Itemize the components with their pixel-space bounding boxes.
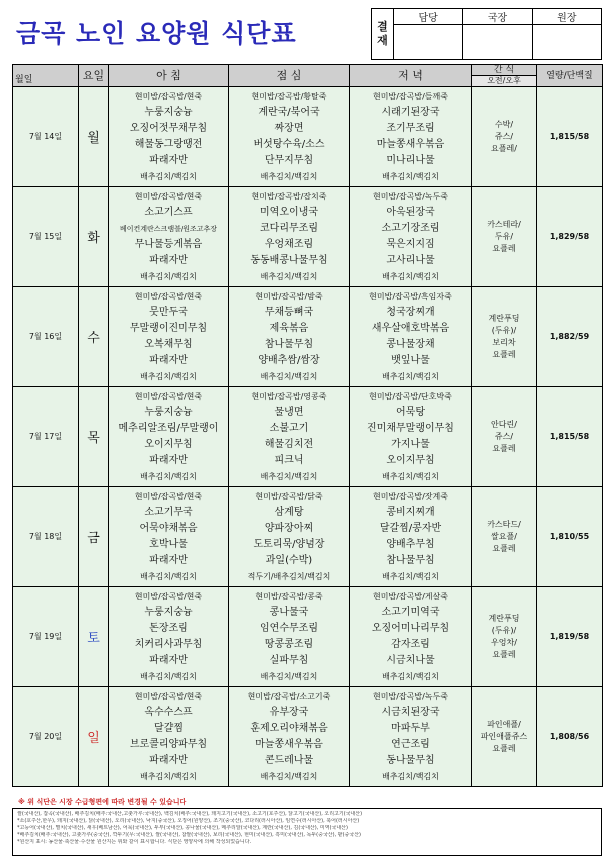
lunch-items [229,88,349,186]
origin-line: *배추김치(배추:국내산), 고춧가루(중국산), 깍두기(무:국내산), 쌀(국내산), 찹쌀(국내산), 보리(국내산), 현미(국내산), 흑미(국내산), 녹두(중국산), 팥(중국산) [17,832,361,838]
snack-item: 파인애플/ [487,719,521,729]
dinner-items [350,388,471,486]
breakfast-items [109,188,228,286]
lunch-item: 동동배콩나물무침 [250,254,328,266]
breakfast-item: 옥수수스프 [144,706,193,718]
breakfast-item: 현미밥/잡곡밥/현죽 [134,191,203,201]
breakfast-item: 파래자반 [149,254,188,266]
menu-dinner-cell [350,87,472,187]
menu-breakfast-cell [109,687,229,787]
dinner-item: 시금치된장국 [381,706,440,718]
footer-note: ※ 위 식단은 시장 수급형편에 따라 변경될 수 있습니다 [18,798,187,806]
menu-snack-cell [472,587,537,687]
breakfast-item: 파래자반 [149,654,188,666]
menu-day: 화 [79,187,109,287]
lunch-item: 단무지무침 [264,154,314,166]
lunch-item: 콩나물국 [269,606,309,618]
breakfast-item: 오복채무침 [144,338,193,350]
dinner-item: 현미밥/잡곡밥/단호박죽 [369,391,452,401]
lunch-item: 현미밥/잡곡밥/소고기죽 [247,691,331,701]
breakfast-item: 파래자반 [149,454,188,466]
lunch-items [229,288,349,386]
dinner-item: 현미밥/잡곡밥/게살죽 [373,591,448,601]
lunch-item: 무채등뼈국 [264,306,314,318]
lunch-item: 도토리묵/양념장 [253,538,325,550]
lunch-items [229,388,349,486]
dinner-item: 아욱된장국 [386,206,435,218]
breakfast-item: 배추김치/백김치 [140,571,197,581]
header-lunch: 점 심 [229,65,350,87]
dinner-item: 어묵탕 [396,406,425,418]
lunch-item: 배추김치/백김치 [260,671,318,681]
menu-breakfast-cell [109,87,229,187]
breakfast-item: 배추김치/백김치 [140,371,197,381]
dinner-item: 오징어미나리무침 [371,622,450,634]
dinner-item: 달갈찜/콩자반 [379,522,442,534]
dinner-item: 소고기미역국 [381,606,440,618]
breakfast-item: 오징어젓무채무침 [129,122,208,134]
dinner-item: 현미밥/잡곡밥/녹두죽 [373,191,448,201]
lunch-item: 배추김치/백김치 [260,471,318,481]
menu-dinner-cell [350,387,472,487]
lunch-item: 참나물무침 [264,338,314,350]
dinner-item: 청국장찌개 [386,306,435,318]
lunch-item: 콘드레나물 [264,754,314,766]
menu-row [13,487,603,587]
menu-dinner-cell [350,587,472,687]
snack-item: 요플레 [492,743,516,753]
menu-breakfast-cell [109,287,229,387]
lunch-items [229,188,349,286]
breakfast-item: 배추김치/백김치 [140,671,197,681]
menu-kcal: 1,819/58 [537,587,603,687]
dinner-item: 마늘쫑새우볶음 [376,138,445,150]
lunch-item: 배추김치/백김치 [260,771,318,781]
lunch-item: 미역오이냉국 [260,206,318,218]
dinner-item: 진미채무말랭이무침 [367,422,454,434]
breakfast-items [109,588,228,686]
breakfast-item: 누룽지숭늉 [144,606,193,618]
dinner-items [350,588,471,686]
snack-item: 요플레 [492,349,516,359]
approval-sign-head[interactable] [532,25,601,60]
menu-lunch-cell [229,387,350,487]
lunch-item: 마늘쫑새우볶음 [255,738,323,750]
snack-item: 두유/ [494,231,514,241]
header-kcal: 열량/단백질 [537,65,603,87]
dinner-item: 소고기장조림 [381,222,440,234]
breakfast-items [109,688,228,786]
menu-kcal: 1,810/55 [537,487,603,587]
lunch-item: 현미밥/잡곡밥/영콩죽 [251,391,327,401]
breakfast-item: 무나물등게볶음 [134,238,203,250]
breakfast-item: 소고기무국 [144,506,193,518]
lunch-item: 짜장면 [274,122,304,134]
breakfast-items [109,488,228,586]
breakfast-item: 파래자반 [149,754,188,766]
dinner-item: 고사리나물 [386,254,435,266]
lunch-item: 피크닉 [274,454,304,466]
menu-kcal: 1,808/56 [537,687,603,787]
approval-role-director: 국장 [463,9,532,25]
menu-row [13,187,603,287]
menu-snack-cell [472,187,537,287]
origin-line: 쌀(국내산), 잡곡(국내산), 배추김치(배추:국내산,고춧가루:국내산), 백김치(배추:국내산), 돼지고기(국내산), 소고기(호주산), 닭고기(국내산), 오리고기(국내산) [17,811,363,817]
menu-snack-cell [472,687,537,787]
lunch-item: 제육볶음 [269,322,309,334]
menu-day: 일 [79,687,109,787]
menu-date: 7월 16일 [13,287,79,387]
header-breakfast: 아 침 [109,65,229,87]
dinner-item: 연근조림 [391,738,430,750]
lunch-item: 현미밥/잡곡밥/밤죽 [255,291,323,301]
lunch-item: 코다리무조림 [260,222,318,234]
breakfast-item: 현미밥/잡곡밥/현죽 [134,391,203,401]
breakfast-items [109,388,228,486]
breakfast-item: 메추리알조림/무말랭이 [118,422,219,434]
snack-item: (두유)/ [491,325,517,335]
breakfast-item: 뭇만두국 [149,306,188,318]
breakfast-item: 배추김치/백김치 [140,171,197,181]
menu-row [13,587,603,687]
dinner-item: 현미밥/잡곡밥/녹두죽 [373,691,448,701]
snack-item: 쥬스/ [494,431,514,441]
menu-day: 금 [79,487,109,587]
approval-label: 결 재 [372,9,394,60]
snack-item: 수박/ [494,119,514,129]
menu-lunch-cell [229,487,350,587]
breakfast-item: 해물동그랑땡전 [134,138,203,150]
approval-sign-director[interactable] [463,25,532,60]
dinner-item: 마파두부 [391,722,430,734]
menu-snack-cell [472,487,537,587]
breakfast-item: 소고기스프 [144,206,193,218]
lunch-item: 계란국/북어국 [258,106,320,118]
dinner-item: 배추김치/백김치 [382,271,439,281]
menu-date: 7월 15일 [13,187,79,287]
snack-item: 우엉차/ [491,637,517,647]
breakfast-item: 파래자반 [149,154,188,166]
menu-dinner-cell [350,687,472,787]
snack-item: 요플레 [492,543,516,553]
menu-dinner-cell [350,287,472,387]
dinner-item: 양배추무침 [386,538,435,550]
menu-lunch-cell [229,187,350,287]
breakfast-item: 현미밥/잡곡밥/현죽 [134,291,203,301]
breakfast-item: 누룽지숭늉 [144,106,193,118]
origin-line: *원산지 표시: 농산물·축산물·수산물 원산지는 위와 같이 표시합니다. 식단은 영양사에 의해 작성되었습니다. [17,839,252,845]
menu-date: 7월 18일 [13,487,79,587]
breakfast-item: 파래자반 [149,554,188,566]
menu-breakfast-cell [109,387,229,487]
snack-item: 요플레/ [491,143,517,153]
dinner-items [350,188,471,286]
lunch-item: 배추김치/백김치 [260,171,318,181]
menu-table [12,64,603,787]
breakfast-item: 배추김치/백김치 [140,271,197,281]
dinner-item: 뱃잎나물 [391,354,430,366]
lunch-item: 배추김치/백김치 [260,271,318,281]
dinner-item: 새우살애호박볶음 [371,322,450,334]
lunch-item: 현미밥/잡곡밥/닭죽 [255,491,323,501]
lunch-item: 물냉면 [274,406,304,418]
dinner-item: 배추김치/백김치 [382,171,439,181]
breakfast-item: 현미밥/잡곡밥/현죽 [134,591,203,601]
menu-kcal: 1,815/58 [537,87,603,187]
lunch-item: 유부장국 [269,706,309,718]
dinner-item: 콩비지찌개 [386,506,435,518]
menu-lunch-cell [229,87,350,187]
dinner-item: 현미밥/잡곡밥/흑임자죽 [369,291,452,301]
origin-line: *소(호주산,한우), 돼지(국내산), 닭(국내산), 오리(국내산), 낙지(중국산), 오징어(원양산), 조기(중국산), 코다리(러시아산), 임연수(러시아산), 북어(러시아산) [17,818,360,824]
menu-date: 7월 17일 [13,387,79,487]
snack-item: 카스테라/ [487,219,521,229]
menu-day: 토 [79,587,109,687]
menu-breakfast-cell [109,587,229,687]
snack-item: 쌀요플/ [491,531,517,541]
breakfast-item: 치커리사과무침 [134,638,203,650]
dinner-item: 오이지무침 [386,454,435,466]
breakfast-item: 브로콜리양파무침 [129,738,208,750]
lunch-item: 삼계탕 [274,506,304,518]
menu-lunch-cell [229,687,350,787]
lunch-item: 양파장아찌 [264,522,314,534]
approval-role-staff: 담당 [394,9,463,25]
menu-kcal: 1,829/58 [537,187,603,287]
breakfast-item: 현미밥/잡곡밥/현죽 [134,91,203,101]
breakfast-item: 배추김치/백김치 [140,771,197,781]
snack-item: 요플레 [492,443,516,453]
dinner-items [350,688,471,786]
menu-date: 7월 19일 [13,587,79,687]
menu-day: 목 [79,387,109,487]
snack-item: 요플레 [492,243,516,253]
lunch-item: 해물김치전 [264,438,314,450]
breakfast-item: 현미밥/잡곡밥/현죽 [134,491,203,501]
menu-breakfast-cell [109,187,229,287]
dinner-item: 조기무조림 [386,122,435,134]
dinner-item: 시래기된장국 [381,106,440,118]
lunch-item: 임연수무조림 [260,622,318,634]
snack-item: 보리차 [492,337,516,347]
approval-sign-staff[interactable] [394,25,463,60]
dinner-item: 배추김치/백김치 [382,471,439,481]
lunch-item: 적두기/배추김치/백김치 [247,571,331,581]
origin-line: *고등어(국내산), 멸치(국내산), 새우(베트남산), 어묵(국내산), 두부(국내산), 콩나물(국내산), 메추리알(국내산), 계란(국내산), 김(국내산), 미역(국내산) [17,825,348,831]
snack-item: 파인애플쥬스 [480,731,528,741]
lunch-item: 우엉채조림 [264,238,314,250]
origin-box [12,808,602,856]
dinner-item: 가지나물 [391,438,430,450]
header-date: 월일 [13,65,79,87]
dinner-items [350,488,471,586]
breakfast-items [109,288,228,386]
breakfast-item: 돈장조림 [149,622,188,634]
lunch-item: 훈제오리야채볶음 [250,722,328,734]
breakfast-item: 달걀찜 [154,722,183,734]
breakfast-items [109,88,228,186]
breakfast-item: 현미밥/잡곡밥/현죽 [134,691,203,701]
lunch-item: 현미밥/잡곡밥/잡치죽 [251,191,327,201]
lunch-item: 땅콩콩조림 [264,638,314,650]
dinner-item: 동나물무침 [386,754,435,766]
menu-lunch-cell [229,587,350,687]
dinner-items [350,288,471,386]
page-title: 금곡 노인 요양원 식단표 [16,19,297,48]
dinner-item: 현미밥/잡곡밥/잣계죽 [373,491,448,501]
dinner-item: 배추김치/백김치 [382,371,439,381]
menu-lunch-cell [229,287,350,387]
dinner-item: 배추김치/백김치 [382,671,439,681]
menu-snack-cell [472,87,537,187]
menu-kcal: 1,882/59 [537,287,603,387]
dinner-item: 시금치나물 [386,654,435,666]
menu-dinner-cell [350,487,472,587]
approval-role-head: 원장 [532,9,601,25]
breakfast-item: 오이지무침 [144,438,193,450]
lunch-item: 현미밥/잡곡밥/황탈죽 [251,91,327,101]
header-snack-sub: 오전/오후 [472,76,537,87]
lunch-item: 배추김치/백김치 [260,371,318,381]
menu-row [13,87,603,187]
menu-date: 7월 14일 [13,87,79,187]
lunch-items [229,488,349,586]
dinner-items [350,88,471,186]
lunch-item: 현미밥/잡곡밥/콩죽 [255,591,323,601]
menu-dinner-cell [350,187,472,287]
breakfast-item: 베이컨계란스크램블/원조고추장 [119,224,218,233]
snack-item: 안다린/ [491,419,517,429]
snack-item: 요플레 [492,649,516,659]
breakfast-item: 누룽지숭늉 [144,406,193,418]
lunch-item: 과일(수박) [265,554,313,566]
header-dinner: 저 녁 [350,65,472,87]
lunch-item: 소불고기 [269,422,309,434]
menu-day: 월 [79,87,109,187]
dinner-item: 묵은지지짐 [386,238,435,250]
menu-row [13,687,603,787]
dinner-item: 콩나물장채 [386,338,435,350]
snack-item: (두유)/ [491,625,517,635]
breakfast-item: 파래자반 [149,354,188,366]
dinner-item: 배추김치/백김치 [382,771,439,781]
menu-snack-cell [472,287,537,387]
menu-date: 7월 20일 [13,687,79,787]
menu-row [13,287,603,387]
snack-item: 쥬스/ [494,131,514,141]
menu-breakfast-cell [109,487,229,587]
snack-item: 계란푸딩 [488,313,520,323]
approval-box [371,8,602,60]
dinner-item: 미나리나물 [386,154,435,166]
dinner-item: 감자조림 [391,638,430,650]
breakfast-item: 무말랭이진미무침 [129,322,208,334]
breakfast-item: 호박나물 [149,538,188,550]
lunch-item: 양배추쌈/쌈장 [258,354,320,366]
menu-day: 수 [79,287,109,387]
dinner-item: 현미밥/잡곡밥/들깨죽 [373,91,448,101]
menu-row [13,387,603,487]
header-day: 요일 [79,65,109,87]
dinner-item: 배추김치/백김치 [382,571,439,581]
snack-item: 계란푸딩 [488,613,520,623]
lunch-item: 실파무침 [269,654,309,666]
breakfast-item: 어묵야채볶음 [139,522,198,534]
snack-item: 카스타드/ [487,519,521,529]
dinner-item: 참나물무침 [386,554,435,566]
lunch-item: 버섯탕수육/소스 [253,138,325,150]
breakfast-item: 배추김치/백김치 [140,471,197,481]
lunch-items [229,588,349,686]
lunch-items [229,688,349,786]
menu-kcal: 1,815/58 [537,387,603,487]
menu-snack-cell [472,387,537,487]
header-snack: 간 식 [472,65,537,76]
